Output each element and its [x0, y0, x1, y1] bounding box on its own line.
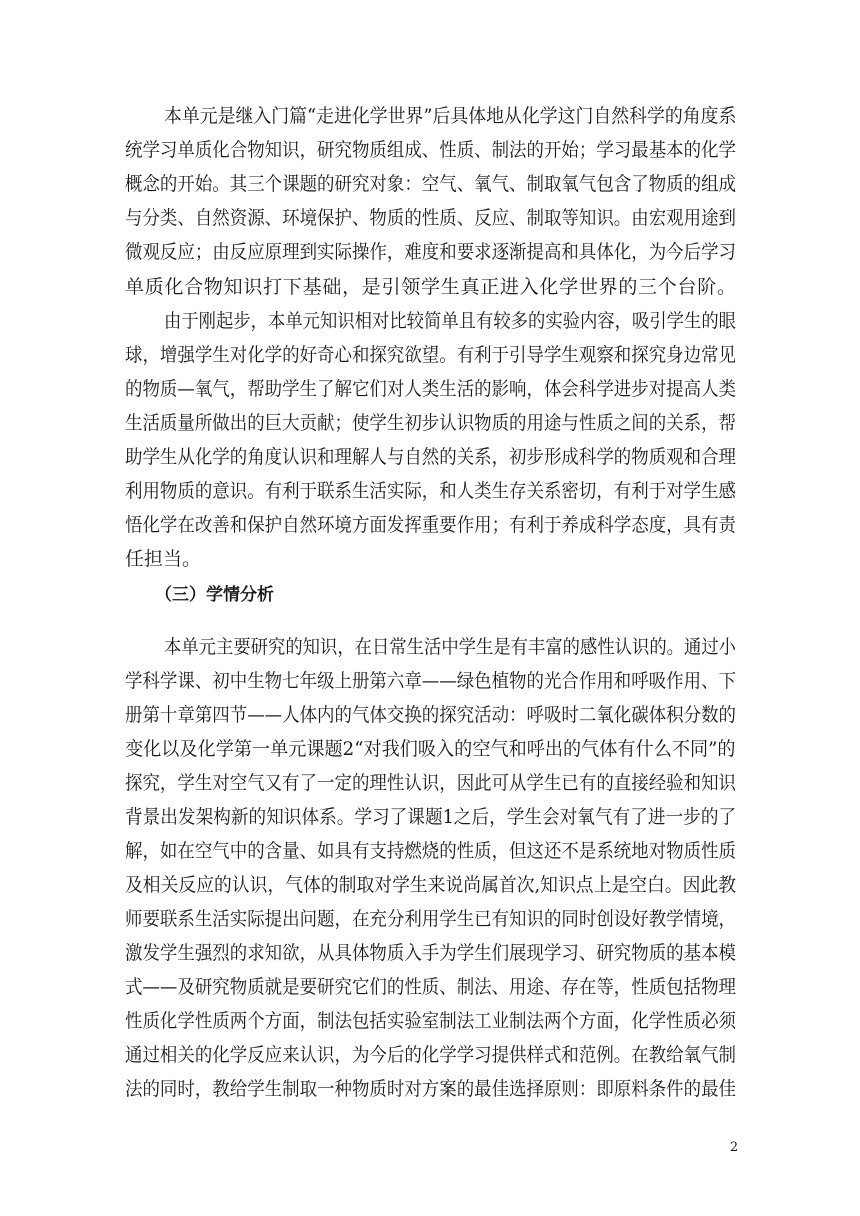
page-number: 2	[729, 1140, 739, 1155]
text-line: 册第十章第四节——人体内的气体交换的探究活动：呼吸时二氧化碳体积分数的	[125, 704, 737, 726]
text-line: 本单元是继入门篇“走进化学世界”后具体地从化学这门自然科学的角度系	[164, 105, 737, 127]
text-line: 利用物质的意识。有利于联系生活实际，和人类生存关系密切，有利于对学生感	[125, 480, 737, 502]
text-line: 激发学生强烈的求知欲，从具体物质入手为学生们展现学习、研究物质的基本模	[125, 942, 737, 964]
text-line: 任担当。	[125, 548, 202, 570]
text-line: 与分类、自然资源、环境保护、物质的性质、反应、制取等知识。由宏观用途到	[125, 207, 737, 229]
text-line: 式——及研究物质就是要研究它们的性质、制法、用途、存在等，性质包括物理	[125, 976, 737, 998]
text-line: 单质化合物知识打下基础，是引领学生真正进入化学世界的三个台阶。	[125, 276, 737, 298]
text-line: 背景出发架构新的知识体系。学习了课题1之后，学生会对氧气有了进一步的了	[125, 806, 737, 828]
text-line: 助学生从化学的角度认识和理解人与自然的关系，初步形成科学的物质观和合理	[125, 446, 737, 468]
section-heading: （三）学情分析	[155, 585, 274, 605]
text-line: 统学习单质化合物知识，研究物质组成、性质、制法的开始；学习最基本的化学	[125, 139, 737, 161]
text-line: 探究，学生对空气又有了一定的理性认识，因此可从学生已有的直接经验和知识	[125, 772, 737, 794]
text-line: 球，增强学生对化学的好奇心和探究欲望。有利于引导学生观察和探究身边常见	[125, 344, 737, 366]
text-line: 的物质—氧气，帮助学生了解它们对人类生活的影响，体会科学进步对提高人类	[125, 378, 737, 400]
text-line: 师要联系生活实际提出问题，在充分利用学生已有知识的同时创设好教学情境，	[125, 908, 737, 930]
text-line: 法的同时，教给学生制取一种物质时对方案的最佳选择原则：即原料条件的最佳	[125, 1078, 737, 1100]
text-line: 概念的开始。其三个课题的研究对象：空气、氧气、制取氧气包含了物质的组成	[125, 173, 737, 195]
text-line: 学科学课、初中生物七年级上册第六章——绿色植物的光合作用和呼吸作用、下	[125, 670, 737, 692]
text-line: 及相关反应的认识，气体的制取对学生来说尚属首次,知识点上是空白。因此教	[125, 874, 737, 896]
text-line: 性质化学性质两个方面，制法包括实验室制法工业制法两个方面，化学性质必须	[125, 1010, 737, 1032]
text-line: 悟化学在改善和保护自然环境方面发挥重要作用；有利于养成科学态度，具有责	[125, 514, 737, 536]
text-line: 微观反应；由反应原理到实际操作，难度和要求逐渐提高和具体化，为今后学习	[125, 241, 737, 263]
text-line: 解，如在空气中的含量、如具有支持燃烧的性质，但这还不是系统地对物质性质	[125, 840, 737, 862]
text-line: 生活质量所做出的巨大贡献；使学生初步认识物质的用途与性质之间的关系，帮	[125, 412, 737, 434]
text-line: 本单元主要研究的知识，在日常生活中学生是有丰富的感性认识的。通过小	[164, 636, 737, 658]
text-line: 变化以及化学第一单元课题2“对我们吸入的空气和呼出的气体有什么不同”的	[125, 738, 736, 760]
text-line: 由于刚起步，本单元知识相对比较简单且有较多的实验内容，吸引学生的眼	[164, 310, 737, 332]
text-line: 通过相关的化学反应来认识，为今后的化学学习提供样式和范例。在教给氧气制	[125, 1044, 737, 1066]
